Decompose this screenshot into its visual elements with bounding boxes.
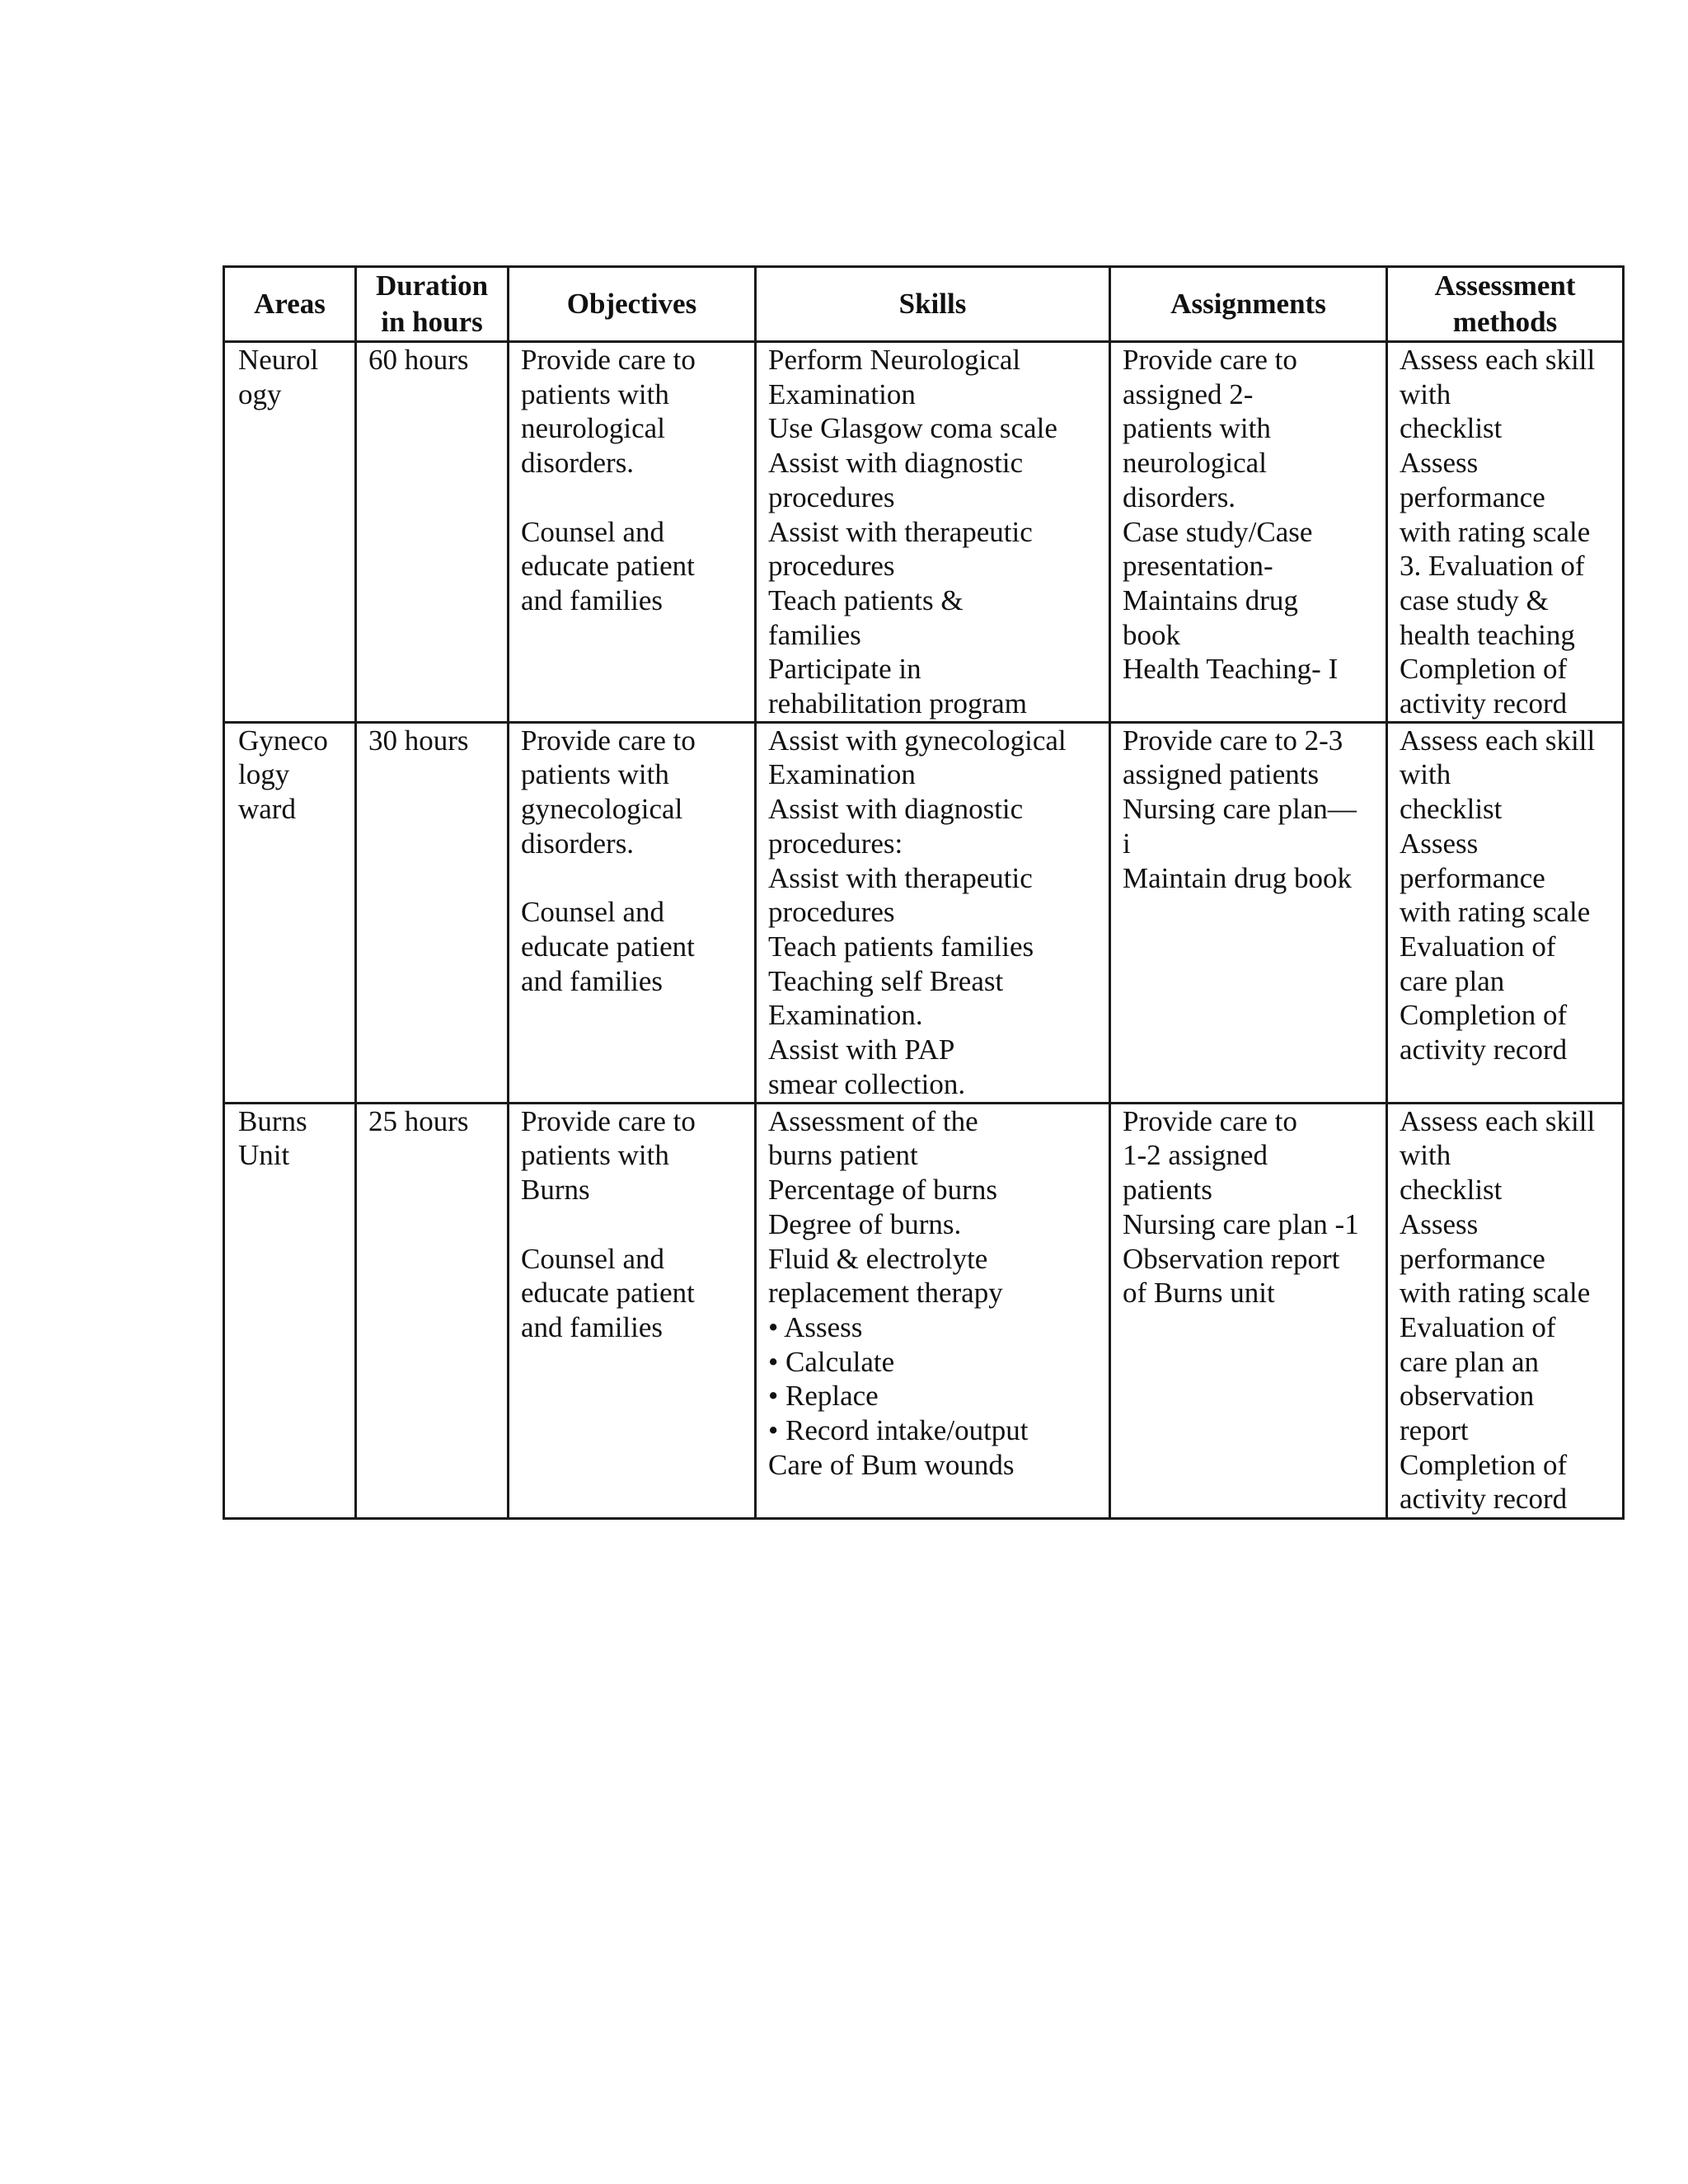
cell-line: care plan (1400, 964, 1505, 997)
cell-line: procedures (768, 550, 895, 583)
cell-line: Assist with therapeutic (768, 861, 1033, 894)
cell-line: Care of Bum wounds (768, 1448, 1015, 1481)
cell-line: assigned 2- (1123, 377, 1254, 410)
cell-line: Assess each skill (1400, 1104, 1596, 1137)
cell-line: Teaching self Breast (768, 964, 1004, 997)
cell-line: Observation report (1123, 1242, 1340, 1275)
header-assessment-methods: Assessment methods (1387, 267, 1624, 342)
cell-line: case study & (1400, 583, 1549, 616)
objectives-cell (509, 342, 756, 723)
cell-line: checklist (1400, 793, 1503, 826)
cell-line: Percentage of burns (768, 1174, 997, 1207)
table-row (224, 342, 1624, 723)
cell-line: Perform Neurological (768, 344, 1021, 376)
cell-line: Completion of (1400, 999, 1568, 1032)
skills-cell (756, 342, 1110, 723)
cell-line: checklist (1400, 1174, 1503, 1207)
cell-line: Assist with gynecological (768, 724, 1067, 757)
cell-line: Provide care to (521, 724, 696, 757)
objectives-cell (509, 1103, 756, 1518)
cell-line: Assist with PAP (768, 1033, 955, 1066)
cell-line: Provide care to (1123, 344, 1297, 376)
cell-line: Assess (1400, 447, 1479, 480)
cell-line: Assessment of the (768, 1104, 978, 1137)
cell-line: Burns (238, 1104, 307, 1137)
duration-cell (356, 722, 509, 1103)
table-row (224, 722, 1624, 1103)
cell-line: Nursing care plan -1 (1123, 1207, 1359, 1240)
cell-line: performance (1400, 480, 1545, 513)
cell-line: patients with (521, 1139, 669, 1172)
cell-line: ward (238, 793, 296, 826)
cell-line: Gyneco (238, 724, 328, 757)
header-duration: Duration in hours (356, 267, 509, 342)
cell-line: Assess each skill (1400, 724, 1596, 757)
cell-line: • Calculate (768, 1345, 895, 1378)
cell-line: and families (521, 964, 663, 997)
cell-line: of Burns unit (1123, 1277, 1275, 1310)
cell-line: Case study/Case (1123, 515, 1313, 548)
cell-line: patients (1123, 1174, 1212, 1207)
cell-line: Degree of burns. (768, 1207, 962, 1240)
cell-line: families (768, 618, 861, 651)
cell-line: neurological (521, 412, 665, 445)
cell-line: with (1400, 377, 1451, 410)
cell-line: Assist with diagnostic (768, 447, 1024, 480)
cell-line: Examination (768, 758, 916, 791)
header-objectives: Objectives (509, 267, 756, 342)
table-row (224, 1103, 1624, 1518)
cell-line: Neurol (238, 344, 319, 376)
cell-line: performance (1400, 1242, 1545, 1275)
cell-line: Provide care to (521, 1104, 696, 1137)
cell-line: patients with (521, 377, 669, 410)
cell-line: neurological (1123, 447, 1267, 480)
cell-line: with (1400, 1139, 1451, 1172)
cell-line: Examination (768, 377, 916, 410)
cell-line: Assess (1400, 827, 1479, 860)
cell-line: Provide care to (521, 344, 696, 376)
assessment-methods-cell (1387, 1103, 1624, 1518)
cell-line: activity record (1400, 1033, 1568, 1066)
assignments-cell (1110, 342, 1387, 723)
cell-line: i (1123, 827, 1131, 860)
assessment-methods-cell (1387, 342, 1624, 723)
cell-line: • Replace (768, 1380, 879, 1413)
cell-line: Provide care to (1123, 1104, 1297, 1137)
assessment-methods-cell (1387, 722, 1624, 1103)
header-areas: Areas (224, 267, 356, 342)
header-assignments: Assignments (1110, 267, 1387, 342)
cell-line: observation (1400, 1380, 1535, 1413)
cell-line: with rating scale (1400, 515, 1591, 548)
cell-line: disorders. (1123, 480, 1236, 513)
cell-line: educate patient (521, 550, 695, 583)
duration-cell (356, 1103, 509, 1518)
cell-line: Evaluation of (1400, 930, 1556, 963)
cell-line: 30 hours (368, 724, 469, 757)
cell-line: disorders. (521, 447, 635, 480)
cell-line: 60 hours (368, 344, 469, 376)
duration-cell (356, 342, 509, 723)
skills-cell (756, 1103, 1110, 1518)
cell-line: Assist with therapeutic (768, 515, 1033, 548)
clinical-rotation-table (223, 265, 1625, 1520)
cell-line: Evaluation of (1400, 1310, 1556, 1343)
cell-line: with rating scale (1400, 896, 1591, 929)
cell-line: with (1400, 758, 1451, 791)
cell-line: Burns (521, 1174, 590, 1207)
cell-line: procedures: (768, 827, 903, 860)
cell-line: report (1400, 1414, 1469, 1447)
cell-line: gynecological (521, 793, 683, 826)
cell-line: Assess (1400, 1207, 1479, 1240)
header-skills: Skills (756, 267, 1110, 342)
table-header-row (224, 267, 1624, 342)
cell-line: activity record (1400, 1483, 1568, 1516)
area-cell (224, 722, 356, 1103)
cell-line: Use Glasgow coma scale (768, 412, 1057, 445)
cell-line: rehabilitation program (768, 687, 1027, 720)
cell-line: ogy (238, 377, 282, 410)
cell-line: educate patient (521, 1277, 695, 1310)
cell-line: procedures (768, 480, 895, 513)
area-cell (224, 342, 356, 723)
cell-line: Fluid & electrolyte (768, 1242, 988, 1275)
cell-line: Completion of (1400, 1448, 1568, 1481)
cell-line: Maintains drug (1123, 583, 1298, 616)
cell-line: activity record (1400, 687, 1568, 720)
cell-line: patients with (521, 758, 669, 791)
cell-line: patients with (1123, 412, 1271, 445)
cell-line: Completion of (1400, 653, 1568, 686)
cell-line: educate patient (521, 930, 695, 963)
cell-line: Teach patients & (768, 583, 964, 616)
cell-line: assigned patients (1123, 758, 1320, 791)
assignments-cell (1110, 722, 1387, 1103)
document-page (223, 265, 1625, 1520)
cell-line: burns patient (768, 1139, 918, 1172)
cell-line: disorders. (521, 827, 635, 860)
cell-line: performance (1400, 861, 1545, 894)
cell-line: • Assess (768, 1310, 863, 1343)
cell-line: 3. Evaluation of (1400, 550, 1585, 583)
cell-line: Participate in (768, 653, 921, 686)
cell-line: Nursing care plan— (1123, 793, 1357, 826)
cell-line: Health Teaching- I (1123, 653, 1339, 686)
cell-line: health teaching (1400, 618, 1575, 651)
cell-line: smear collection. (768, 1067, 966, 1100)
cell-line: checklist (1400, 412, 1503, 445)
skills-cell (756, 722, 1110, 1103)
cell-line: 25 hours (368, 1104, 469, 1137)
cell-line: presentation- (1123, 550, 1273, 583)
cell-line: Assess each skill (1400, 344, 1596, 376)
cell-line: procedures (768, 896, 895, 929)
cell-line: and families (521, 583, 663, 616)
cell-line: Counsel and (521, 515, 665, 548)
cell-line: • Record intake/output (768, 1414, 1029, 1447)
cell-line: Unit (238, 1139, 290, 1172)
objectives-cell (509, 722, 756, 1103)
cell-line: Counsel and (521, 896, 665, 929)
cell-line: logy (238, 758, 290, 791)
cell-line: care plan an (1400, 1345, 1540, 1378)
cell-line: with rating scale (1400, 1277, 1591, 1310)
area-cell (224, 1103, 356, 1518)
cell-line: Teach patients families (768, 930, 1034, 963)
cell-line: and families (521, 1310, 663, 1343)
cell-line: Assist with diagnostic (768, 793, 1024, 826)
cell-line: book (1123, 618, 1180, 651)
cell-line: Counsel and (521, 1242, 665, 1275)
cell-line: replacement therapy (768, 1277, 1003, 1310)
cell-line: Examination. (768, 999, 923, 1032)
assignments-cell (1110, 1103, 1387, 1518)
cell-line: Maintain drug book (1123, 861, 1353, 894)
cell-line: 1-2 assigned (1123, 1139, 1268, 1172)
cell-line: Provide care to 2-3 (1123, 724, 1343, 757)
